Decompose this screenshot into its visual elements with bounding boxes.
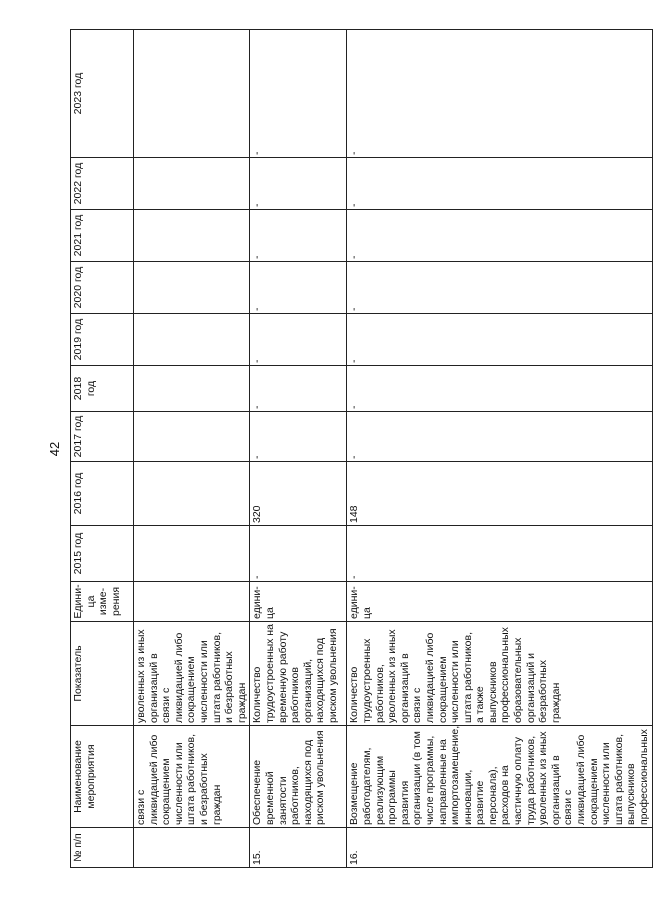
row-value: - [347,412,652,462]
header-num: № п/п [71,828,134,868]
row-value: - [347,262,652,314]
row-value [134,462,250,526]
row-num: 15. [250,828,347,868]
row-value: 320 [250,462,347,526]
row-value: - [347,30,652,158]
header-year: 2020 год [71,262,134,314]
row-value: - [347,158,652,210]
row-value: - [250,314,347,366]
row-value: - [250,158,347,210]
row-unit: едини-ца [250,582,347,622]
row-value: - [250,366,347,412]
row-event: связи с ликвидацией либо сокращением численности или штата работников, и безработных граждан [134,726,250,828]
row-num: 16. [347,828,652,868]
header-year: 2016 год [71,462,134,526]
row-value: - [347,526,652,582]
row-value: - [250,30,347,158]
header-year: 2017 год [71,412,134,462]
row-value [134,262,250,314]
row-unit: едини-ца [347,582,652,622]
row-unit [134,582,250,622]
row-value: - [250,412,347,462]
table-row [347,30,652,868]
header-year: 2022 год [71,158,134,210]
header-unit: Едини-ца изме-рения [71,582,134,622]
row-value [134,412,250,462]
row-indicator: Количество трудоустроенных работников, уволенных из иных организаций в связи с ликвидацией либо сокращением численности или штата работников, а также выпускников профессиональных образовательных организаций и безработных граждан [347,622,652,726]
row-value [134,158,250,210]
header-event: Наименование мероприятия [71,726,134,828]
row-event: Возмещение работодателям, реализующим программы развития организации (в том числе программы, направленные на импортозамещение, инновации, развитие персонала), расходов на частичную оплату труда работников, уволенных из иных организаций в связи с ликвидацией либо сокращением численности или штата работников, выпускников профессиональных [347,726,652,828]
row-value: - [347,210,652,262]
row-value [134,314,250,366]
row-indicator: уволенных из иных организаций в связи с ликвидацией либо сокращением численности или штата работников, и безработных граждан [134,622,250,726]
row-indicator: Количество трудоустроенных на временную работу работников организаций, находящихся под риском увольнения [250,622,347,726]
row-num [134,828,250,868]
row-value [134,366,250,412]
table-row [250,30,347,868]
header-year: 2021 год [71,210,134,262]
row-value: - [250,526,347,582]
header-year: 2018 год [71,366,134,412]
row-event: Обеспечение временной занятости работников, находящихся под риском увольнения [250,726,347,828]
row-value: - [250,210,347,262]
row-value: - [347,366,652,412]
row-value [134,30,250,158]
table-row [134,30,250,868]
page-number: 42 [47,441,62,457]
row-value [134,210,250,262]
header-row [71,30,134,868]
row-value [134,526,250,582]
header-year: 2015 год [71,526,134,582]
rotated-page [47,30,650,868]
header-year: 2023 год [71,30,134,158]
row-value: 148 [347,462,652,526]
row-value: - [347,314,652,366]
header-year: 2019 год [71,314,134,366]
header-indicator: Показатель [71,622,134,726]
row-value: - [250,262,347,314]
indicators-table [70,29,653,868]
